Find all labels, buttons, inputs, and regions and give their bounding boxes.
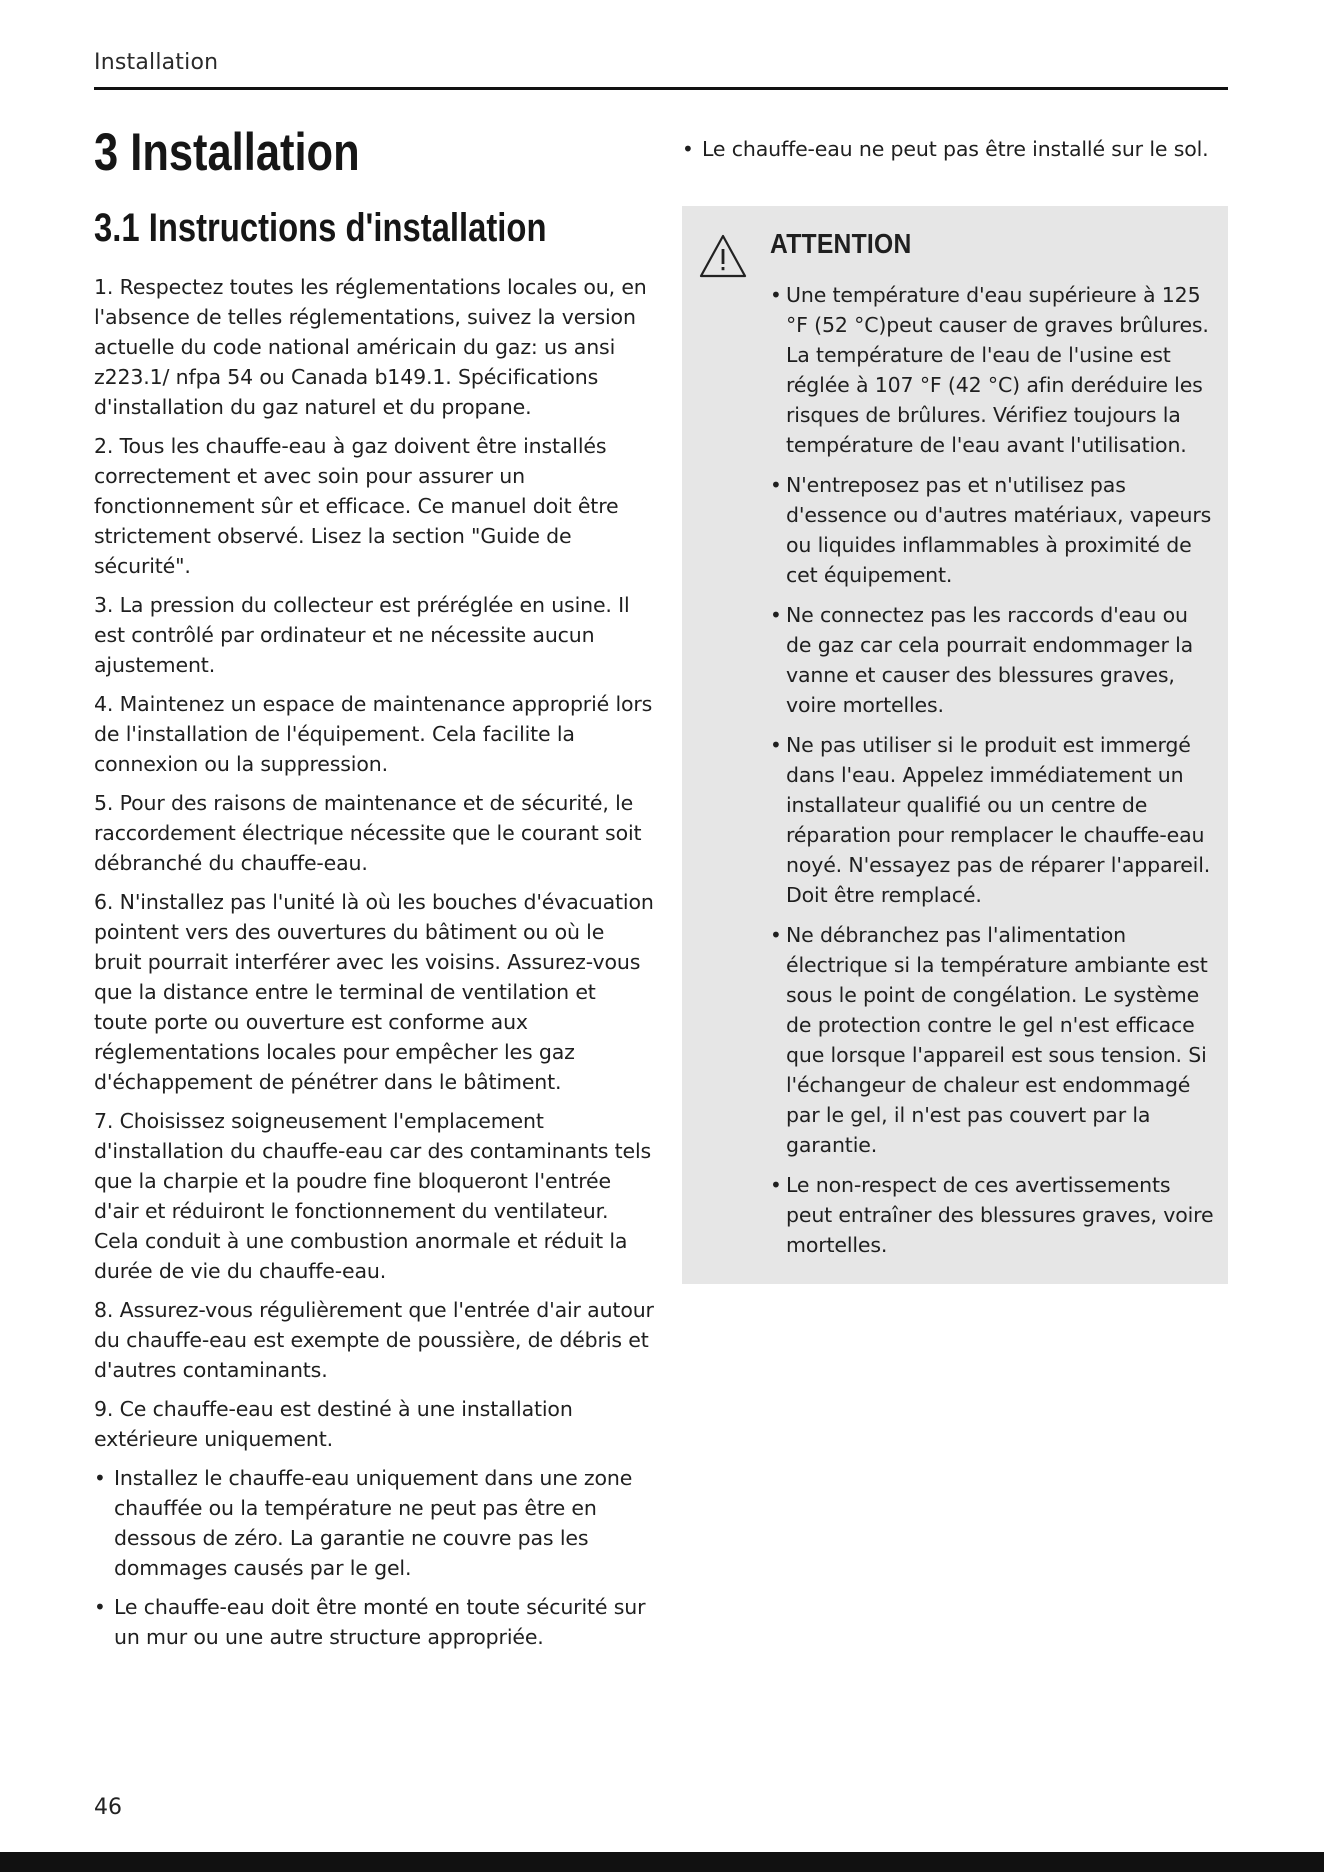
bullet-text: Le chauffe-eau doit être monté en toute sécurité sur un mur ou une autre structure appropriée. bbox=[114, 1595, 646, 1649]
list-item bbox=[94, 431, 654, 581]
attention-header bbox=[698, 226, 1214, 280]
attention-list bbox=[770, 280, 1214, 1260]
attention-item-text: N'entreposez pas et n'utilisez pas d'essence ou d'autres matériaux, vapeurs ou liquides inflammables à proximité de cet équipement. bbox=[786, 473, 1212, 587]
attention-item-text: Ne connectez pas les raccords d'eau ou de gaz car cela pourrait endommager la vanne et causer des blessures graves, voire mortelles. bbox=[786, 603, 1194, 717]
bullet-item bbox=[94, 1463, 654, 1583]
left-bullet-list bbox=[94, 1463, 654, 1652]
list-item-text: 4. Maintenez un espace de maintenance approprié lors de l'installation de l'équipement. Cela facilite la connexion ou la suppression. bbox=[94, 692, 653, 776]
attention-box bbox=[682, 206, 1228, 1284]
attention-item-text: Ne débranchez pas l'alimentation électrique si la température ambiante est sous le point de congélation. Le système de protection contre le gel n'est efficace que lorsque l'appareil est sous tension. Si l'échangeur de chaleur est endommagé par le gel, il n'est pas couvert par la garantie. bbox=[786, 923, 1208, 1157]
attention-item-text: Une température d'eau supérieure à 125 °F (52 °C)peut causer de graves brûlures. La température de l'eau de l'usine est réglée à 107 °F (42 °C) afin deréduire les risques de brûlures. Vérifiez toujours la température de l'eau avant l'utilisation. bbox=[786, 283, 1209, 457]
list-item bbox=[94, 272, 654, 422]
bottom-band bbox=[0, 1852, 1324, 1872]
numbered-instruction-list bbox=[94, 272, 654, 1454]
list-item-text: 3. La pression du collecteur est préréglée en usine. Il est contrôlé par ordinateur et ne nécessite aucun ajustement. bbox=[94, 593, 630, 677]
attention-item bbox=[770, 600, 1214, 720]
list-item bbox=[94, 689, 654, 779]
bullet-dot: • bbox=[682, 137, 694, 161]
list-item-text: 8. Assurez-vous régulièrement que l'entrée d'air autour du chauffe-eau est exempte de poussière, de débris et d'autres contaminants. bbox=[94, 1298, 654, 1382]
page-number: 46 bbox=[94, 1795, 122, 1820]
list-item-text: 9. Ce chauffe-eau est destiné à une installation extérieure uniquement. bbox=[94, 1397, 573, 1451]
bullet-dot: • bbox=[770, 283, 782, 307]
list-item-text: 1. Respectez toutes les réglementations locales ou, en l'absence de telles réglementations, suivez la version actuelle du code national américain du gaz: us ansi z223.1/ nfpa 54 ou Canada b149.1. Spécifications d'installation du gaz naturel et du propane. bbox=[94, 275, 647, 419]
warning-triangle-icon bbox=[698, 232, 748, 280]
bullet-dot: • bbox=[770, 473, 782, 497]
attention-item-text: Le non-respect de ces avertissements peut entraîner des blessures graves, voire mortelles. bbox=[786, 1173, 1214, 1257]
list-item bbox=[94, 1106, 654, 1286]
bullet-dot: • bbox=[770, 1173, 782, 1197]
attention-item bbox=[770, 730, 1214, 910]
bullet-dot: • bbox=[770, 603, 782, 627]
header-rule bbox=[94, 87, 1228, 90]
bullet-dot: • bbox=[94, 1595, 106, 1619]
list-item-text: 7. Choisissez soigneusement l'emplacement d'installation du chauffe-eau car des contaminants tels que la charpie et la poudre fine bloqueront l'entrée d'air et réduiront le fonctionnement du ventilateur. Cela conduit à une combustion anormale et réduit la durée de vie du chauffe-eau. bbox=[94, 1109, 652, 1283]
attention-item-text: Ne pas utiliser si le produit est immergé dans l'eau. Appelez immédiatement un installateur qualifié ou un centre de réparation pour remplacer le chauffe-eau noyé. N'essayez pas de réparer l'appareil. Doit être remplacé. bbox=[786, 733, 1211, 907]
running-header: Installation bbox=[94, 50, 219, 75]
chapter-title: 3 Installation bbox=[94, 123, 360, 182]
bullet-dot: • bbox=[770, 923, 782, 947]
bullet-dot: • bbox=[770, 733, 782, 757]
attention-item bbox=[770, 1170, 1214, 1260]
list-item bbox=[94, 590, 654, 680]
list-item bbox=[94, 788, 654, 878]
bullet-item bbox=[94, 1592, 654, 1652]
attention-item bbox=[770, 920, 1214, 1160]
bullet-item bbox=[682, 134, 1228, 164]
list-item bbox=[94, 1295, 654, 1385]
list-item-text: 5. Pour des raisons de maintenance et de sécurité, le raccordement électrique nécessite que le courant soit débranché du chauffe-eau. bbox=[94, 791, 642, 875]
left-column bbox=[94, 122, 654, 1661]
list-item bbox=[94, 887, 654, 1097]
bullet-text: Le chauffe-eau ne peut pas être installé sur le sol. bbox=[702, 137, 1209, 161]
list-item bbox=[94, 1394, 654, 1454]
list-item-text: 2. Tous les chauffe-eau à gaz doivent être installés correctement et avec soin pour assurer un fonctionnement sûr et efficace. Ce manuel doit être strictement observé. Lisez la section "Guide de sécurité". bbox=[94, 434, 619, 578]
bullet-text: Installez le chauffe-eau uniquement dans une zone chauffée ou la température ne peut pas être en dessous de zéro. La garantie ne couvre pas les dommages causés par le gel. bbox=[114, 1466, 633, 1580]
attention-item bbox=[770, 470, 1214, 590]
right-column bbox=[682, 134, 1228, 1284]
bullet-dot: • bbox=[94, 1466, 106, 1490]
section-title: 3.1 Instructions d'installation bbox=[94, 206, 547, 250]
attention-title: ATTENTION bbox=[770, 228, 912, 259]
attention-item bbox=[770, 280, 1214, 460]
list-item-text: 6. N'installez pas l'unité là où les bouches d'évacuation pointent vers des ouvertures du bâtiment ou où le bruit pourrait interférer avec les voisins. Assurez-vous que la distance entre le terminal de ventilation et toute porte ou ouverture est conforme aux réglementations locales pour empêcher les gaz d'échappement de pénétrer dans le bâtiment. bbox=[94, 890, 654, 1094]
